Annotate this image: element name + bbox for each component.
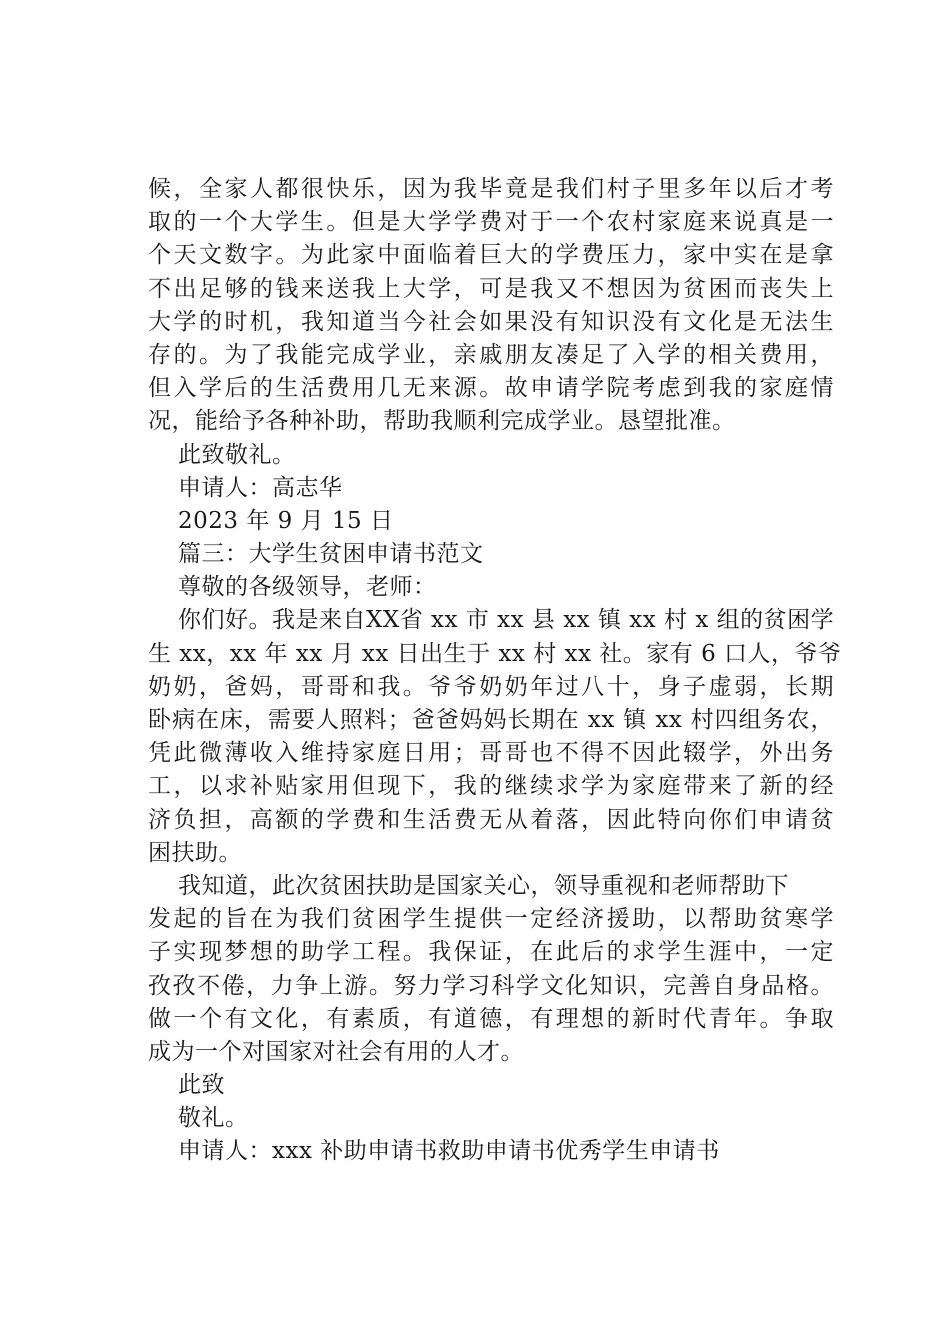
text-line: 卧病在床，需要人照料；爸爸妈妈长期在 xx 镇 xx 村四组务农，: [148, 707, 834, 733]
text-line: 况，能给予各种补助，帮助我顺利完成学业。恳望批准。: [148, 408, 736, 435]
text-line: 做一个有文化，有素质，有道德，有理想的新时代青年。争取: [148, 1005, 834, 1032]
text-line: 奶奶，爸妈，哥哥和我。爷爷奶奶年过八十，身子虚弱，长期: [148, 673, 834, 700]
text-line: 困扶助。: [148, 839, 242, 866]
closing-salutation: 此致敬礼。: [178, 441, 296, 468]
text-line: 孜孜不倦，力争上游。努力学习科学文化知识，完善自身品格。: [148, 972, 834, 999]
text-line: 存的。为了我能完成学业，亲戚朋友凑足了入学的相关费用，: [148, 341, 834, 368]
text-line: 候，全家人都很快乐，因为我毕竟是我们村子里多年以后才考: [148, 176, 834, 202]
text-line: 不出足够的钱来送我上大学，可是我又不想因为贫困而丧失上: [148, 275, 834, 302]
applicant-signature: 申请人：xxx 补助申请书救助申请书优秀学生申请书: [178, 1138, 720, 1165]
text-line: 取的一个大学生。但是大学学费对于一个农村家庭来说真是一: [148, 209, 834, 236]
greeting: 尊敬的各级领导，老师：: [178, 574, 437, 601]
text-line: 济负担，高额的学费和生活费无从着落，因此特向你们申请贫: [148, 806, 834, 833]
closing-salutation: 此致: [178, 1072, 225, 1099]
text-line: 我知道，此次贫困扶助是国家关心，领导重视和老师帮助下: [178, 872, 789, 899]
text-line: 个天文数字。为此家中面临着巨大的学费压力，家中实在是拿: [148, 242, 834, 269]
text-line: 发起的旨在为我们贫困学生提供一定经济援助，以帮助贫寒学: [148, 906, 834, 933]
section-title: 篇三：大学生贫困申请书范文: [178, 541, 484, 568]
text-line: 但入学后的生活费用几无来源。故申请学院考虑到我的家庭情: [148, 375, 834, 402]
text-line: 大学的时机，我知道当今社会如果没有知识没有文化是无法生: [148, 308, 834, 335]
closing-salutation: 敬礼。: [178, 1105, 249, 1132]
text-line: 你们好。我是来自XX省 xx 市 xx 县 xx 镇 xx 村 x 组的贫困学: [178, 607, 835, 634]
text-line: 生 xx，xx 年 xx 月 xx 日出生于 xx 村 xx 社。家有 6 口人，爷爷: [148, 640, 842, 667]
text-line: 工，以求补贴家用但现下，我的继续求学为家庭带来了新的经: [148, 773, 834, 800]
date-line: 2023 年 9 月 15 日: [178, 507, 394, 534]
text-line: 凭此微薄收入维持家庭日用；哥哥也不得不因此辍学，外出务: [148, 740, 834, 767]
document-body: [148, 173, 848, 1169]
text-line: 子实现梦想的助学工程。我保证，在此后的求学生涯中，一定: [148, 939, 834, 966]
applicant-signature: 申请人：高志华: [178, 474, 343, 501]
text-line: 成为一个对国家对社会有用的人才。: [148, 1038, 524, 1065]
